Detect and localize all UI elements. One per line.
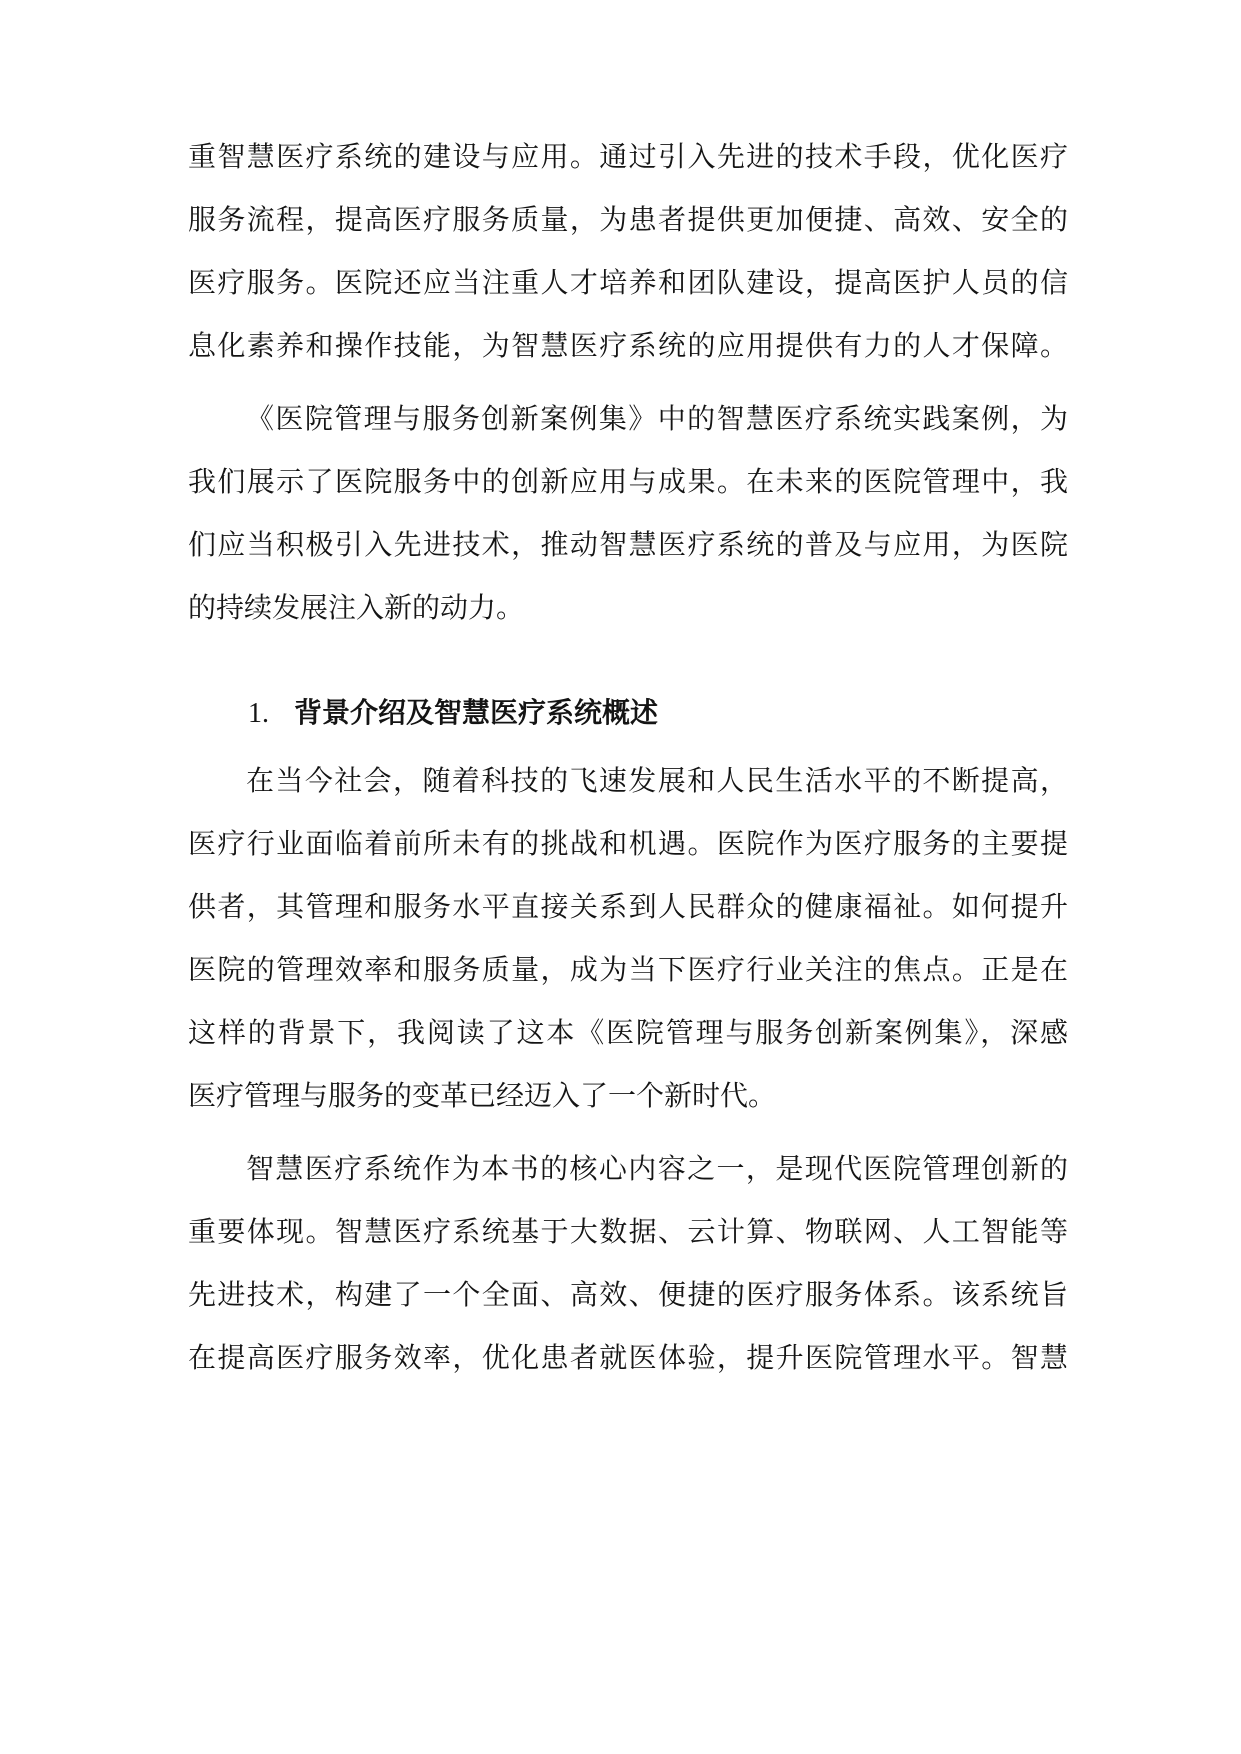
paragraph-line: 在当今社会，随着科技的飞速发展和人民生活水平的不断提高， bbox=[246, 764, 1068, 797]
paragraph-line: 供者，其管理和服务水平直接关系到人民群众的健康福祉。如何提升 bbox=[188, 890, 1068, 923]
paragraph-line: 重智慧医疗系统的建设与应用。通过引入先进的技术手段，优化医疗 bbox=[188, 140, 1068, 173]
section-heading bbox=[188, 693, 1068, 733]
paragraph-line: 医疗服务。医院还应当注重人才培养和团队建设，提高医护人员的信 bbox=[188, 266, 1068, 299]
paragraph-line: 在提高医疗服务效率，优化患者就医体验，提升医院管理水平。智慧 bbox=[188, 1341, 1068, 1374]
paragraph-line: 医疗行业面临着前所未有的挑战和机遇。医院作为医疗服务的主要提 bbox=[188, 827, 1068, 860]
section-number: 1. bbox=[248, 698, 269, 729]
paragraph-line: 这样的背景下，我阅读了这本《医院管理与服务创新案例集》，深感 bbox=[188, 1016, 1068, 1049]
paragraph-line: 服务流程，提高医疗服务质量，为患者提供更加便捷、高效、安全的 bbox=[188, 203, 1068, 236]
paragraph-line: 先进技术，构建了一个全面、高效、便捷的医疗服务体系。该系统旨 bbox=[188, 1278, 1068, 1311]
paragraph-line: 重要体现。智慧医疗系统基于大数据、云计算、物联网、人工智能等 bbox=[188, 1215, 1068, 1248]
paragraph-line: 《医院管理与服务创新案例集》中的智慧医疗系统实践案例，为 bbox=[246, 402, 1068, 435]
paragraph-line: 的持续发展注入新的动力。 bbox=[188, 591, 525, 624]
paragraph-line: 我们展示了医院服务中的创新应用与成果。在未来的医院管理中，我 bbox=[188, 465, 1068, 498]
paragraph-line: 们应当积极引入先进技术，推动智慧医疗系统的普及与应用，为医院 bbox=[188, 528, 1068, 561]
section-title: 背景介绍及智慧医疗系统概述 bbox=[294, 696, 659, 729]
paragraph-line: 息化素养和操作技能，为智慧医疗系统的应用提供有力的人才保障。 bbox=[188, 329, 1068, 362]
paragraph-line: 智慧医疗系统作为本书的核心内容之一，是现代医院管理创新的 bbox=[246, 1152, 1068, 1185]
paragraph-line: 医疗管理与服务的变革已经迈入了一个新时代。 bbox=[188, 1079, 777, 1112]
paragraph-line: 医院的管理效率和服务质量，成为当下医疗行业关注的焦点。正是在 bbox=[188, 953, 1068, 986]
